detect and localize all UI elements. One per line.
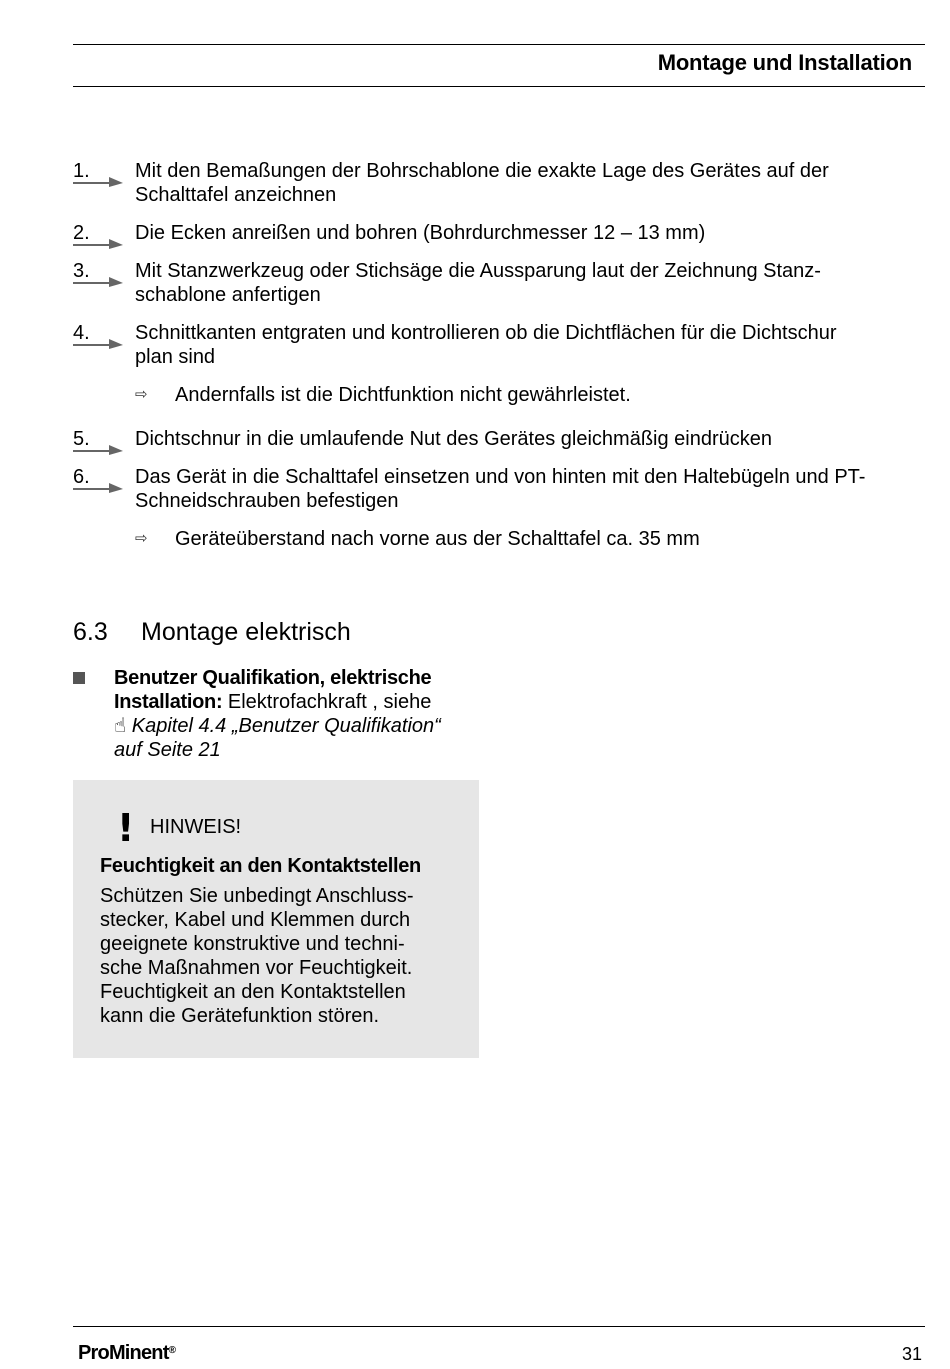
prominent-logo: ProMinent® (78, 1342, 176, 1364)
step-text: Dichtschnur in die umlaufende Nut des Gerätes gleichmäßig eindrücken (135, 428, 773, 450)
step-number: 4. (73, 322, 90, 344)
page-number: 31 (901, 1344, 922, 1364)
step-text: Die Ecken anreißen und bohren (Bohrdurchmesser 12 – 13 mm) (135, 222, 706, 244)
result-arrow-icon: ⇨ (135, 386, 148, 403)
section-heading (73, 616, 351, 648)
exclamation-icon: ! (117, 806, 135, 850)
step-number: 2. (73, 222, 90, 244)
chapter-link[interactable]: ☝ Kapitel 4.4 „Benutzer Qualifikation“ (114, 715, 441, 737)
header-rule-bottom (73, 86, 925, 87)
step-text: Das Gerät in die Schalttafel einsetzen und von hinten mit den Haltebügeln und PT- Schneidschrauben befestigen (135, 466, 866, 512)
qualification-text: Benutzer Qualifikation, elektrische Installation: Elektrofachkraft , siehe ☝ Kapitel 4.4 „Benutzer Qualifikation“ auf Seite 21 (114, 666, 494, 762)
footer-rule (73, 1326, 925, 1327)
step-arrow-icon (73, 177, 123, 187)
section-number: 6.3 (73, 618, 108, 646)
result-arrow-icon: ⇨ (135, 530, 148, 547)
step-number: 6. (73, 466, 90, 488)
step-arrow-icon (73, 239, 123, 249)
step-arrow-icon (73, 483, 123, 493)
notice-body: Schützen Sie unbedingt Anschluss- stecker, Kabel und Klemmen durch geeignete konstruktive und techni- sche Maßnahmen vor Feuchtigkeit. Feuchtigkeit an den Kontaktstellen kann die Gerätefunktion stören. (100, 885, 414, 1027)
step-number: 1. (73, 160, 90, 182)
pointing-hand-icon: ☝ (114, 715, 127, 737)
notice-label: HINWEIS! (150, 816, 242, 838)
step-number: 3. (73, 260, 90, 282)
step-text: Mit den Bemaßungen der Bohrschablone die exakte Lage des Gerätes auf der Schalttafel anzeichnen (135, 160, 829, 206)
step-text: Schnittkanten entgraten und kontrollieren ob die Dichtflächen für die Dichtschur plan sind (135, 322, 837, 368)
page-header-title: Montage und Installation (657, 50, 912, 75)
step-arrow-icon (73, 277, 123, 287)
step-text: Mit Stanzwerkzeug oder Stichsäge die Aussparung laut der Zeichnung Stanz- schablone anfertigen (135, 260, 821, 306)
step-arrow-icon (73, 445, 123, 455)
notice-box (73, 780, 479, 1058)
square-bullet-icon (73, 672, 85, 684)
step-arrow-icon (73, 339, 123, 349)
section-title: Montage elektrisch (141, 618, 351, 646)
header-rule-top (73, 44, 925, 45)
page-link[interactable]: auf Seite 21 (114, 739, 221, 761)
step-number: 5. (73, 428, 90, 450)
notice-title: Feuchtigkeit an den Kontaktstellen (100, 855, 421, 877)
